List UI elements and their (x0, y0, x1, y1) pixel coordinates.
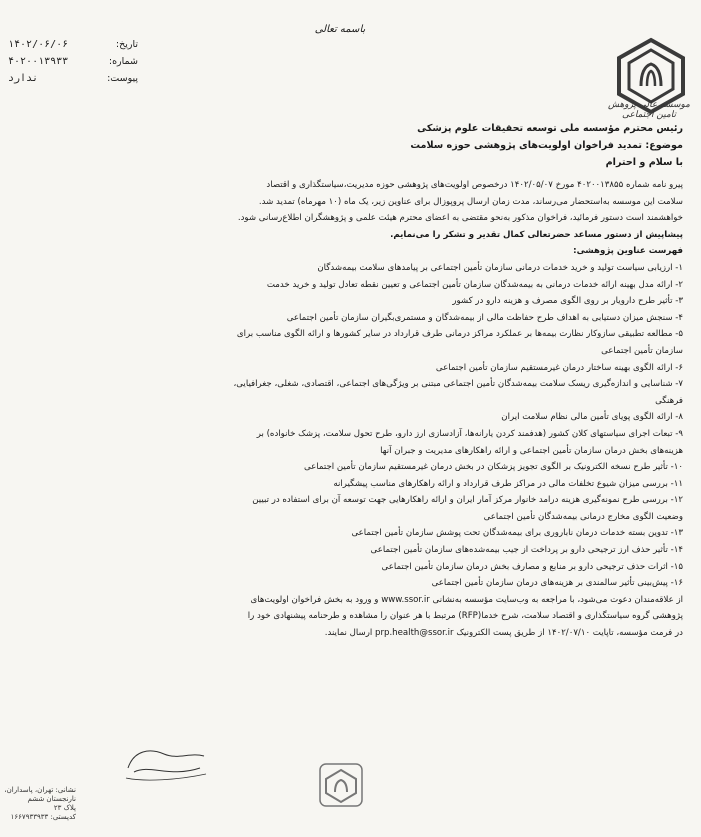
list-item: هزینه‌های بخش درمان سازمان تأمین اجتماعی و ارائه راهکارهای مدیریت و جبران آنها (380, 445, 683, 456)
meta-date-value: ۱۴۰۲/۰۶/۰۶ (8, 39, 69, 50)
list-item: ۸- ارائه الگوی پویای تأمین مالی نظام سلامت ایران (501, 412, 683, 423)
logo-caption: موسسه عالی پژوهش تامین اجتماعی (608, 100, 690, 120)
intro-line: خواهشمند است دستور فرمائید، فراخوان مذکور به‌نحو مقتضی به اعضای محترم هیئت علمی و پژوهشگران اطلاع‌رسانی شود. (237, 213, 683, 224)
list-item: ۴- سنجش میزان دستیابی به اهداف طرح حفاظت مالی از بیمه‌شدگان و مستمری‌بگیران سازمان تأمین اجتماعی (286, 312, 683, 323)
meta-number (8, 53, 138, 70)
intro-line: سلامت این موسسه به‌استحضار می‌رساند، مدت زمان ارسال پروپوزال برای عناوین زیر، یک ماه (۱۰ مهرماه) تمدید شد. (258, 196, 683, 207)
basmala: باسمه تعالی (314, 24, 366, 35)
closing-line: پژوهشی گروه سیاستگذاری و اقتصاد سلامت، شرح خدما(RFP) مرتبط با هر عنوان را مشاهده و طرحنامه پیشنهادی خود را (247, 611, 683, 622)
letter-meta (8, 36, 138, 87)
list-title: فهرست عناوین پژوهشی: (573, 246, 683, 257)
meta-attachment (8, 70, 138, 87)
address-line: نارنجستان ششم (27, 795, 76, 803)
intro-line: پیرو نامه شماره ۴۰۲۰۰۱۳۸۵۵ مورخ ۱۴۰۲/۰۵/۰۷ درخصوص اولویت‌های پژوهشی حوزه مدیریت،سیاستگذاری و اقتصاد (266, 180, 683, 190)
list-item: ۱۳- تدوین بسته خدمات درمان ناباروری برای بیمه‌شدگان تحت پوشش سازمان تأمین اجتماعی (351, 528, 683, 539)
meta-number-value: ۴۰۲۰۰۱۳۹۳۳ (8, 56, 69, 67)
list-item: ۳- تأثیر طرح دارویار بر روی الگوی مصرف و هزینه دارو در کشور (452, 296, 683, 307)
list-item: ۹- تبعات اجرای سیاستهای کلان کشور (هدفمند کردن یارانه‌ها، آزادسازی ارز دارو، طرح تحول سلامت، پزشک خانواده) بر (256, 428, 683, 439)
address-line: نشانی: تهران، پاسداران، (4, 786, 76, 794)
address-line: کدپستی: ۱۶۶۷۹۳۳۹۳۳ (10, 813, 76, 821)
list-item: ۱۱- بررسی میزان شیوع تخلفات مالی در مراکز طرف قرارداد و ارائه راهکارهای مناسب پیشگیرانه (333, 478, 683, 489)
letter-body (17, 120, 683, 642)
meta-date (8, 36, 138, 53)
list-item: سازمان تأمین اجتماعی (601, 345, 683, 356)
closing-line: از علاقه‌مندان دعوت می‌شود، با مراجعه به وب‌سایت مؤسسه به‌نشانی www.ssor.ir و ورود به بخش فراخوان اولویت‌های (250, 594, 683, 605)
closing-line: در فرمت مؤسسه، تاپایت ۱۴۰۲/۰۷/۱۰ از طریق پست الکترونیک prp.health@ssor.ir ارسال نمایند. (324, 628, 683, 639)
meta-date-label: تاریخ: (115, 39, 138, 50)
meta-attachment-value: ندارد (8, 73, 39, 84)
address-line: پلاک ۲۳ (53, 804, 76, 812)
list-item: ۱- ارزیابی سیاست تولید و خرید خدمات درمانی سازمان تأمین اجتماعی بر پیامدهای سلامت بیمه‌شدگان (317, 262, 683, 273)
list-item: ۱۶- پیش‌بینی تأثیر سالمندی بر هزینه‌های درمان سازمان تأمین اجتماعی (431, 578, 683, 589)
list-item: ۱۲- بررسی طرح نمونه‌گیری هزینه درامد خانوار مرکز آمار ایران و ارائه راهکارهایی جهت توسعه آن برای استفاده در تبیین (252, 495, 683, 506)
intro-line: پیشاپیش از دستور مساعد حضرتعالی کمال تقدیر و تشکر را می‌نمایم. (390, 229, 683, 240)
list-item: ۱۵- اثرات حذف ترجیحی دارو بر منابع و مصارف بخش درمان سازمان تأمین اجتماعی (381, 561, 683, 572)
list-item: وضعیت الگوی مخارج درمانی بیمه‌شدگان تأمین اجتماعی (483, 511, 683, 522)
greeting: با سلام و احترام (605, 157, 683, 168)
signature (120, 744, 210, 784)
list-item: ۲- ارائه مدل بهینه ارائه خدمات درمانی به بیمه‌شدگان سازمان تأمین اجتماعی و تعیین نقطه تعادل تولید و خرید خدمت (266, 279, 683, 290)
subject: موضوع: تمدید فراخوان اولویت‌های پژوهشی حوزه سلامت (410, 140, 683, 151)
meta-attachment-label: پیوست: (107, 73, 138, 84)
list-item: ۷- شناسایی و اندازه‌گیری ریسک سلامت بیمه‌شدگان تأمین اجتماعی مبتنی بر ویژگی‌های اجتماعی، اقتصادی، شغلی، جغرافیایی، (233, 379, 683, 390)
list-item: ۵- مطالعه تطبیقی سازوکار نظارت بیمه‌ها بر عملکرد مراکز درمانی طرف قرارداد در سایر کشورها و ارائه الگوی مناسب برای (236, 329, 683, 340)
list-item: ۶- ارائه الگوی بهینه ساختار درمان غیرمستقیم سازمان تأمین اجتماعی (435, 362, 683, 373)
meta-number-label: شماره: (108, 56, 138, 67)
list-item: ۱۴- تأثیر حذف ارز ترجیحی دارو بر پرداخت از جیب بیمه‌شده‌های سازمان تأمین اجتماعی (370, 545, 683, 556)
recipient: رئیس محترم مؤسسه ملی توسعه تحقیقات علوم پزشکی (417, 123, 683, 134)
institute-stamp (318, 762, 364, 808)
footer-address (4, 786, 76, 822)
list-item: ۱۰- تأثیر طرح نسخه الکترونیک بر الگوی تجویز پزشکان در بخش درمان غیرمستقیم سازمان تأمین اجتماعی (303, 462, 683, 473)
list-item: فرهنگی (655, 395, 683, 406)
